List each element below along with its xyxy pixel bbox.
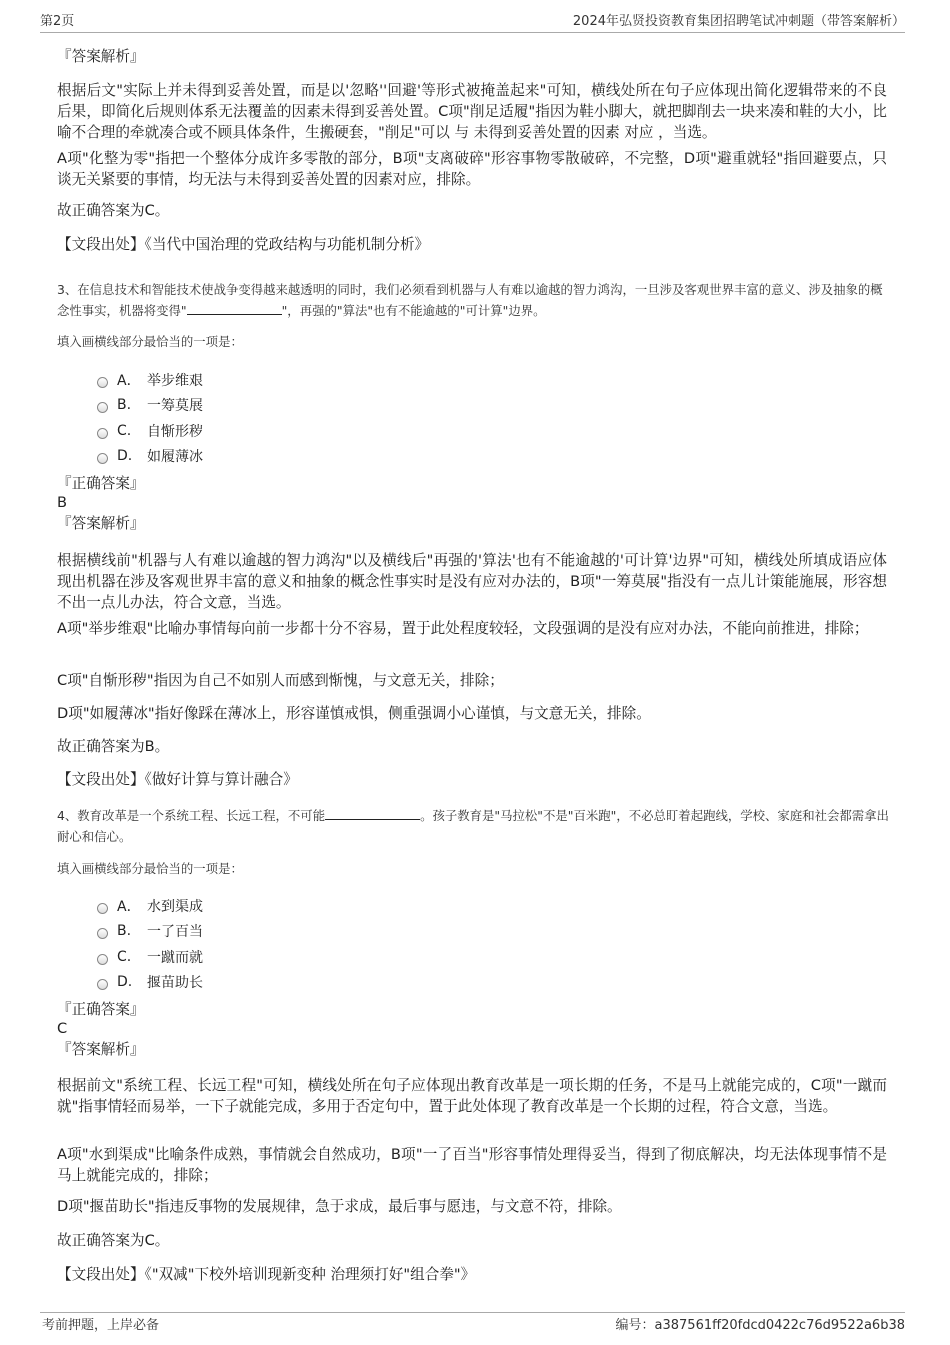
source-citation: 【文段出处】《"双减"下校外培训现新变种 治理须打好"组合拳"》	[57, 1266, 476, 1283]
analysis-paragraph: 根据后文"实际上并未得到妥善处置，而是以'忽略''回避'等形式被掩盖起来"可知，横线处所在句子应体现出简化逻辑带来的不良后果，即简化后规则体系无法覆盖的因素未得到妥善处置。C项"削足适履"指因为鞋小脚大，就把脚削去一块来凑和鞋的大小，比喻不合理的牵就凑合或不顾具体条件，生搬硬套，"削足"可以 与 未得到妥善处置的因素 对应 ，当选。	[57, 82, 887, 141]
footer-rule	[40, 1312, 905, 1313]
source-citation: 【文段出处】《当代中国治理的党政结构与功能机制分析》	[57, 236, 430, 253]
correct-answer-label: 『正确答案』	[57, 1001, 145, 1018]
answer-statement: 故正确答案为C。	[57, 1232, 170, 1249]
header-rule	[40, 32, 905, 33]
analysis-paragraph: C项"自惭形秽"指因为自己不如别人而感到惭愧，与文意无关，排除；	[57, 672, 504, 689]
footer-slogan: 考前押题，上岸必备	[42, 1318, 160, 1333]
answer-blank	[325, 807, 420, 820]
analysis-paragraph: 根据前文"系统工程、长远工程"可知，横线处所在句子应体现出教育改革是一项长期的任务，不是马上就能完成的，C项"一蹴而就"指事情轻而易举，一下子就能完成，多用于否定句中，置于此处体现了教育改革是一个长期的过程，符合文意，当选。	[57, 1077, 887, 1115]
analysis-label: 『答案解析』	[57, 48, 145, 65]
option-c[interactable]: C. 自惭形秽	[97, 421, 203, 441]
radio-icon[interactable]	[97, 954, 108, 965]
analysis-label: 『答案解析』	[57, 1041, 145, 1058]
answer-statement: 故正确答案为C。	[57, 202, 170, 219]
radio-icon[interactable]	[97, 402, 108, 413]
option-b[interactable]: B. 一了百当	[97, 921, 203, 941]
question-prompt: 填入画横线部分最恰当的一项是：	[57, 861, 243, 876]
analysis-paragraph: D项"揠苗助长"指违反事物的发展规律，急于求成，最后事与愿违，与文意不符，排除。	[57, 1198, 622, 1215]
option-c[interactable]: C. 一蹴而就	[97, 947, 203, 967]
option-a[interactable]: A． 水到渠成	[97, 896, 203, 916]
radio-icon[interactable]	[97, 377, 108, 388]
document-id: 编号：a387561ff20fdcd0422c76d9522a6b38	[615, 1318, 905, 1333]
analysis-paragraph: D项"如履薄冰"指好像踩在薄冰上，形容谨慎戒惧，侧重强调小心谨慎，与文意无关，排除。	[57, 705, 651, 722]
radio-icon[interactable]	[97, 903, 108, 914]
document-title: 2024年弘贤投资教育集团招聘笔试冲刺题（带答案解析）	[572, 14, 905, 29]
analysis-paragraph: A项"化整为零"指把一个整体分成许多零散的部分，B项"支离破碎"形容事物零散破碎，不完整，D项"避重就轻"指回避要点，只谈无关紧要的事情，均无法与未得到妥善处置的因素对应，排除。	[57, 150, 887, 188]
analysis-paragraph: A项"举步维艰"比喻办事情每向前一步都十分不容易，置于此处程度较轻，文段强调的是没有应对办法，不能向前推进，排除；	[57, 620, 869, 637]
correct-answer-label: 『正确答案』	[57, 475, 145, 492]
option-a[interactable]: A． 举步维艰	[97, 370, 203, 390]
question-3-stem: 3、在信息技术和智能技术使战争变得越来越透明的同时，我们必须看到机器与人有难以逾越的智力鸿沟，一旦涉及客观世界丰富的意义、涉及抽象的概念性事实，机器将变得" "，再强的"算法"也有不能逾越的"可计算"边界。	[57, 282, 883, 318]
correct-answer: B	[57, 494, 68, 511]
option-d[interactable]: D. 如履薄冰	[97, 446, 203, 466]
answer-blank	[187, 302, 282, 315]
question-4-stem: 4、教育改革是一个系统工程、长远工程，不可能 。孩子教育是"马拉松"不是"百米跑"，不必总盯着起跑线，学校、家庭和社会都需拿出耐心和信心。	[57, 808, 889, 844]
radio-icon[interactable]	[97, 453, 108, 464]
radio-icon[interactable]	[97, 979, 108, 990]
radio-icon[interactable]	[97, 428, 108, 439]
option-b[interactable]: B. 一筹莫展	[97, 395, 203, 415]
analysis-paragraph: A项"水到渠成"比喻条件成熟，事情就会自然成功，B项"一了百当"形容事情处理得妥当，得到了彻底解决，均无法体现事情不是马上就能完成的，排除；	[57, 1146, 887, 1184]
analysis-label: 『答案解析』	[57, 515, 145, 532]
page-number: 第2页	[40, 14, 75, 29]
question-prompt: 填入画横线部分最恰当的一项是：	[57, 334, 243, 349]
source-citation: 【文段出处】《做好计算与算计融合》	[57, 771, 298, 788]
analysis-paragraph: 根据横线前"机器与人有难以逾越的智力鸿沟"以及横线后"再强的'算法'也有不能逾越的'可计算'边界"可知，横线处所填成语应体现出机器在涉及客观世界丰富的意义和抽象的概念性事实时是没有应对办法的，B项"一筹莫展"指没有一点儿计策能施展，形容想不出一点儿办法，符合文意，当选。	[57, 552, 887, 611]
answer-statement: 故正确答案为B。	[57, 738, 170, 755]
option-d[interactable]: D. 揠苗助长	[97, 972, 203, 992]
radio-icon[interactable]	[97, 928, 108, 939]
correct-answer: C	[57, 1020, 68, 1037]
